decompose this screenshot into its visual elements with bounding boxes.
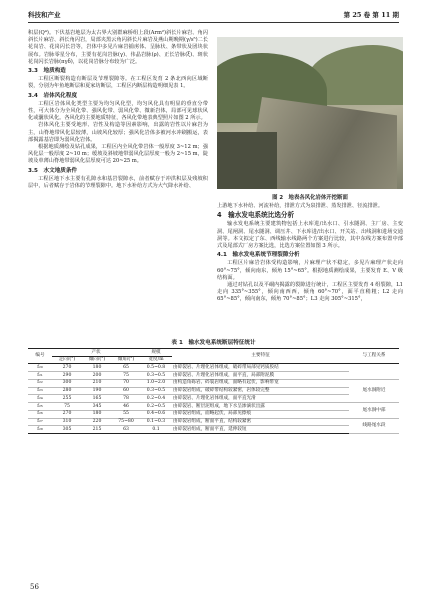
cell: 0.4~0.6 [140, 410, 172, 418]
table-row [28, 371, 399, 379]
cell: 由碎裂岩组成，破碎带结构较紧密，岩体较完整 [172, 387, 349, 395]
cell: 220 [82, 418, 112, 426]
cell: f₂₄ [28, 395, 52, 403]
table-row [28, 364, 399, 372]
cell: 280 [52, 387, 82, 395]
col-features: 主要特征 [172, 349, 349, 364]
cell: 0.3~0.5 [140, 387, 172, 395]
cell: 55 [112, 410, 140, 418]
cell: 270 [52, 364, 82, 372]
paragraph: 岩体风化主要受地形、岩性及构造等因素影响，出露的岩性以片麻岩为主，山脊地带风化层较薄，山坡风化较厚；强风化岩体多被河水冲刷搬运，表部揭露基岩即为弱风化岩体。 [28, 122, 208, 143]
cell: 线路尾水段 [349, 418, 399, 434]
cell: 215 [82, 426, 112, 434]
cell: f₂₁ [28, 371, 52, 379]
fault-table [28, 348, 399, 434]
paragraph: 工程区地下水主要有孔隙水和基岩裂隙水，前者赋存于冲洪积层及残坡积层中，后者赋存于岩体的节理裂隙中。地下水补给方式为大气降水补给、 [28, 175, 208, 190]
cell: 75 [52, 403, 82, 411]
col-strike: 走向/(°) [52, 356, 82, 364]
paragraph: 输水发电系统主要建筑物包括上水库进/出水口、引水隧洞、主厂房、主变洞、尾闸洞、尾水隧洞、调压井、下水库进/出水口、开关站、出线洞和进场交通洞等。本文拟定了东、西线输水线路两个方案进行比较，其中东线方案布置中部式及尾部式厂房方案比选，比选方案位置如图 3 所示。 [217, 221, 403, 250]
col-no: 编号 [28, 349, 52, 364]
paragraph: 根据地质测绘及钻孔成果，工程区内全风化带岩体一般厚度 3~12 m；强风化层一般厚度 2~10 m；缓坡及斜坡地带弱风化层厚度一般为 2~15 m，陡坡及单薄山脊地带弱风化层厚度可达 20~25 m。 [28, 144, 208, 165]
paragraph: 通过对钻孔以及平硐内揭露的裂隙进行统计，工程区主要发育 4 组裂隙，L1 走向 335°~355°，倾向南西西，倾角 60°~70°，面平直稍粗；L2 走向 65°~85°，倾向南东，倾角 70°~85°；L3 走向 305°~315°， [217, 282, 403, 303]
cell: 300 [52, 379, 82, 387]
cell: 60 [112, 387, 140, 395]
section-heading: 4 输水发电系统比选分析 [217, 211, 295, 220]
section-heading: 4.1 输水发电系统节理裂隙分析 [217, 252, 300, 259]
header-rule [28, 22, 399, 23]
cell: 190 [82, 387, 112, 395]
paragraph: 工程区岩体风化类型主要为均匀风化型，均匀风化具有明显的垂直分带性，可大体分为全风化带、强风化带、弱风化带、微新岩体，局部可见球状风化或囊状风化。各风化的主要地质特征，各风化带地表典型照片如图 2 所示。 [28, 100, 208, 122]
figure-caption: 图 2 地表各风化岩体开挖断面 [272, 195, 348, 201]
paragraph: 工程区断裂构造有断层及节理裂隙等。在工程区发育 2 条北西向区域断裂，分别为年鱼地断层和夏家坊断层，工程区内断层构造明细见表 1。 [28, 76, 208, 90]
cell: 310 [52, 418, 82, 426]
cell: 由碎裂岩、片理化岩体组成，破碎带局部见钙质胶结 [172, 364, 349, 372]
cell: 由碎裂岩组成，面略起伏，局部见擦痕 [172, 410, 349, 418]
table-row [28, 410, 399, 418]
cell: 165 [82, 395, 112, 403]
journal-name: 科技和产业 [28, 11, 61, 19]
issue-label: 第 25 卷 第 11 期 [343, 11, 399, 19]
cell: 尾水洞中部 [349, 403, 399, 419]
table-row [28, 387, 399, 395]
table-title: 表 1 输水发电系统断层特征统计 [171, 340, 256, 346]
cell: 由构造角砾岩、碎裂岩组成，面略有起伏，影响带宽 [172, 379, 349, 387]
paragraph: 积层(Q⁴)。下伏基岩地层为太古界大别群麻桥组上段(Arm²)斜长片麻岩、角闪斜长片麻岩、斜长角闪岩，局部夹黑云角闪斜长片麻岩及燕山期晚期(γ/s⁵)二长花岗岩、花岗闪长岩等，岩体中多见片麻岩捕虏体、呈脉状、条带状及团块状展布。岩脉零星分布，主要有花岗岩脉(γ)、伟晶岩脉(ρ)、正长岩脉(ξ)、斑状花岗闪长岩脉(πγδ)，以花岗岩脉分布较为广泛。 [28, 30, 208, 65]
table-row [28, 379, 399, 387]
col-width: 宽度/m [140, 356, 172, 364]
cell: 由碎裂岩组成，断面平直，延伸较短 [172, 426, 349, 434]
cell: f₂₀ [28, 364, 52, 372]
cell: 由碎裂岩、片理化岩体组成，面平直光滑 [172, 395, 349, 403]
cell: 305 [52, 426, 82, 434]
cell: 75 [112, 371, 140, 379]
cell: 由碎裂岩组成，断面平直，结构较紧密 [172, 418, 349, 426]
col-dip-dir: 倾向/(°) [82, 356, 112, 364]
cell: 0.3~0.5 [140, 371, 172, 379]
cell: 0.2~0.4 [140, 395, 172, 403]
section-heading: 3.5 水文地质条件 [28, 167, 78, 174]
cell: 180 [82, 410, 112, 418]
paragraph: 上游地下水补给、河流补给，排泄方式为泉排泄、蒸发排泄、径流排泄。 [217, 203, 384, 209]
col-scale: 规模 [140, 349, 172, 357]
cell: 180 [82, 364, 112, 372]
page-header [28, 10, 399, 22]
cell: 70 [112, 379, 140, 387]
cell: f₂₅ [28, 403, 52, 411]
cell [349, 364, 399, 380]
cell: 0.2~0.5 [140, 403, 172, 411]
cell: f₂₆ [28, 410, 52, 418]
cell: 63 [112, 426, 140, 434]
cell: 0.1~0.3 [140, 418, 172, 426]
cell: f₂₂ [28, 379, 52, 387]
table-row [28, 426, 399, 434]
cell: 200 [82, 371, 112, 379]
cell: 290 [52, 371, 82, 379]
table-row [28, 418, 399, 426]
cell: f₂₈ [28, 426, 52, 434]
cell: 75~80 [112, 418, 140, 426]
cell: f₂₇ [28, 418, 52, 426]
cell: f₂₃ [28, 387, 52, 395]
cell: 0.5~0.8 [140, 364, 172, 372]
table-row [28, 403, 399, 411]
col-attitude: 产状 [52, 349, 140, 357]
cell: 78 [112, 395, 140, 403]
cell: 尾水洞附近 [349, 379, 399, 402]
cell: 由碎裂岩、片理化岩体组成，面平直，局部附泥膜 [172, 371, 349, 379]
cell: 0.1 [140, 426, 172, 434]
cell: 1.0~2.0 [140, 379, 172, 387]
cell: 65 [112, 364, 140, 372]
right-column [217, 203, 403, 304]
table-row [28, 395, 399, 403]
cell: 由碎裂岩、断层泥组成，地下水呈渗滴状出露 [172, 403, 349, 411]
col-dip: 倾角/(°) [112, 356, 140, 364]
left-column [28, 30, 208, 190]
cell: 210 [82, 379, 112, 387]
section-heading: 3.4 岩体风化程度 [28, 92, 78, 99]
cell: 270 [52, 410, 82, 418]
cell: 46 [112, 403, 140, 411]
cell: 345 [82, 403, 112, 411]
section-heading: 3.3 地质构造 [28, 68, 66, 75]
col-relation: 与工程关系 [349, 349, 399, 364]
paragraph: 工程区片麻岩岩体受构造影响，片麻理产状不稳定，多见片麻理产状走向 60°~75°，倾向南东，倾角 15°~65°。根据地质测绘成果，主要发育 E、V 级结构面。 [217, 260, 403, 281]
weathered-rock-photo [217, 37, 403, 189]
cell: 255 [52, 395, 82, 403]
page-number: 56 [30, 583, 39, 591]
